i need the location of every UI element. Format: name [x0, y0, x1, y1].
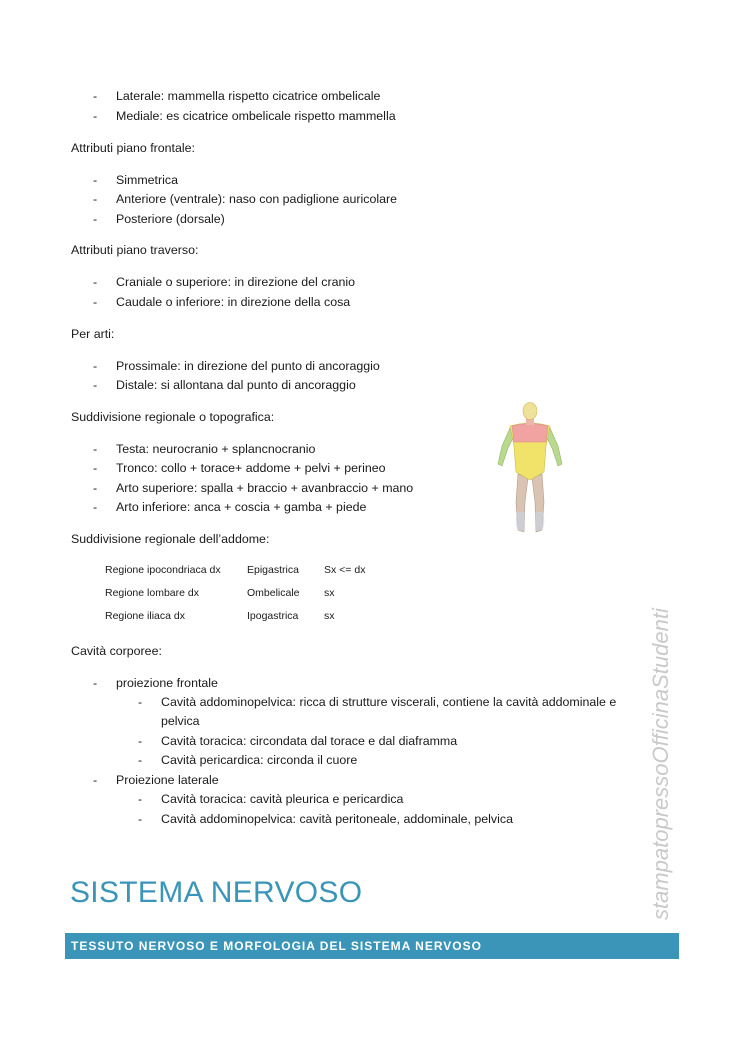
bullet-dash: - [138, 695, 143, 709]
section-title: SISTEMA NERVOSO [70, 876, 363, 909]
table-cell: sx [324, 610, 335, 622]
bullet-dash: - [93, 461, 98, 475]
bullet-dash: - [138, 812, 143, 826]
list-item: Tronco: collo + torace+ addome + pelvi + perineo [116, 461, 386, 475]
list-item: Caudale o inferiore: in direzione della cosa [116, 295, 351, 309]
list-item: Cavità addominopelvica: cavità peritoneale, addominale, pelvica [161, 812, 513, 826]
list-item: Cavità addominopelvica: ricca di strutture viscerali, contiene la cavità addominale e [161, 695, 617, 709]
heading-traverso: Attributi piano traverso: [71, 243, 199, 257]
bullet-dash: - [93, 89, 98, 103]
heading-addome: Suddivisione regionale dell’addome: [71, 532, 270, 546]
bullet-dash: - [93, 481, 98, 495]
list-item: Mediale: es cicatrice ombelicale rispetto mammella [116, 109, 396, 123]
bullet-dash: - [93, 173, 98, 187]
bullet-dash: - [93, 212, 98, 226]
bullet-dash: - [93, 109, 98, 123]
list-item: proiezione frontale [116, 676, 218, 690]
list-item: Laterale: mammella rispetto cicatrice ombelicale [116, 89, 381, 103]
list-item: Prossimale: in direzione del punto di ancoraggio [116, 359, 380, 373]
bullet-dash: - [93, 295, 98, 309]
list-item: Testa: neurocranio + splancnocranio [116, 442, 316, 456]
list-item: Cavità pericardica: circonda il cuore [161, 753, 358, 767]
bullet-dash: - [138, 792, 143, 806]
bullet-dash: - [93, 500, 98, 514]
bullet-dash: - [93, 676, 98, 690]
heading-cavita: Cavità corporee: [71, 644, 162, 658]
watermark: stampatopressoOfficinaStudenti [648, 608, 673, 920]
table-cell: Epigastrica [247, 564, 299, 576]
human-body-regions-figure [494, 402, 566, 536]
table-cell: Regione ipocondriaca dx [105, 564, 221, 576]
list-item: Cavità toracica: circondata dal torace e dal diaframma [161, 734, 458, 748]
table-cell: Regione iliaca dx [105, 610, 185, 622]
list-item-continuation: pelvica [161, 714, 200, 728]
table-cell: Regione lombare dx [105, 587, 199, 599]
heading-regionale: Suddivisione regionale o topografica: [71, 410, 275, 424]
table-cell: Sx <= dx [324, 564, 366, 576]
list-item: Craniale o superiore: in direzione del cranio [116, 275, 355, 289]
bullet-dash: - [93, 773, 98, 787]
bullet-dash: - [138, 753, 143, 767]
list-item: Arto inferiore: anca + coscia + gamba + piede [116, 500, 367, 514]
list-item: Arto superiore: spalla + braccio + avanbraccio + mano [116, 481, 414, 495]
heading-arti: Per arti: [71, 327, 115, 341]
list-item: Simmetrica [116, 173, 178, 187]
bullet-dash: - [93, 442, 98, 456]
bullet-dash: - [93, 275, 98, 289]
list-item: Cavità toracica: cavità pleurica e pericardica [161, 792, 404, 806]
list-item: Distale: si allontana dal punto di ancoraggio [116, 378, 356, 392]
bullet-dash: - [138, 734, 143, 748]
subsection-banner: TESSUTO NERVOSO E MORFOLOGIA DEL SISTEMA NERVOSO [65, 933, 679, 959]
bullet-dash: - [93, 378, 98, 392]
heading-frontale: Attributi piano frontale: [71, 141, 195, 155]
table-cell: sx [324, 587, 335, 599]
table-cell: Ombelicale [247, 587, 300, 599]
list-item: Anteriore (ventrale): naso con padiglione auricolare [116, 192, 398, 206]
list-item: Proiezione laterale [116, 773, 219, 787]
table-cell: Ipogastrica [247, 610, 299, 622]
list-item: Posteriore (dorsale) [116, 212, 225, 226]
bullet-dash: - [93, 192, 98, 206]
bullet-dash: - [93, 359, 98, 373]
